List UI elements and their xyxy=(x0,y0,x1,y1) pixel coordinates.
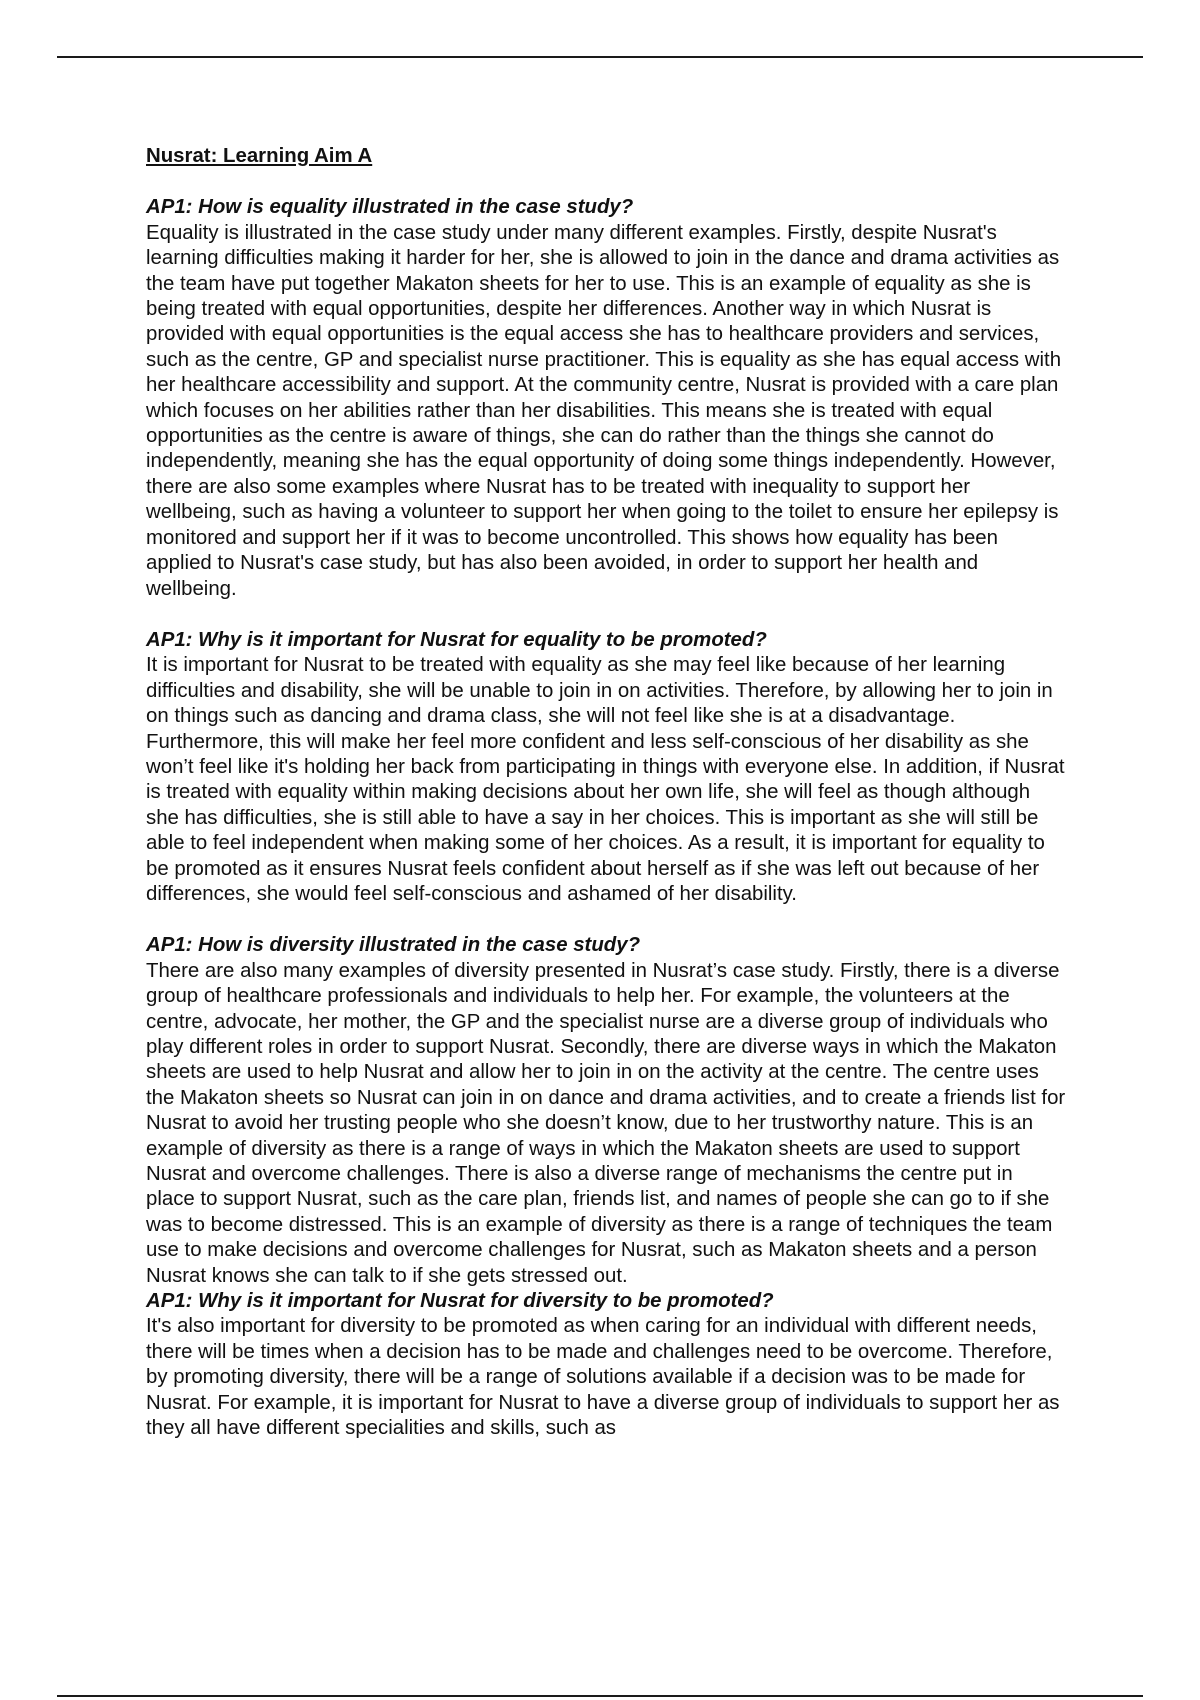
document-title: Nusrat: Learning Aim A xyxy=(146,145,373,167)
section-answer: It is important for Nusrat to be treated with equality as she may feel like because of her learning difficulties and disability, she will be unable to join in on activities. Therefore, by allowing her to join in on things such as dancing and drama class, she will not feel like she is at a disadvantage. Furthermore, this will make her feel more confident and less self-conscious of her disability as she won’t feel like it's holding her back from participating in things with everyone else. In addition, if Nusrat is treated with equality within making decisions about her own life, she will feel as though although she has difficulties, she is still able to have a say in her choices. This is important as she will still be able to feel independent when making some of her choices. As a result, it is important for equality to be promoted as it ensures Nusrat feels confident about herself as if she was left out because of her differences, she would feel self-conscious and ashamed of her disability. xyxy=(146,654,1065,905)
section-question: AP1: How is equality illustrated in the case study? xyxy=(146,196,634,219)
bottom-rule xyxy=(57,1695,1143,1697)
document-body xyxy=(146,144,1066,1442)
section-question: AP1: How is diversity illustrated in the case study? xyxy=(146,934,641,957)
section-answer: Equality is illustrated in the case study under many different examples. Firstly, despite Nusrat's learning difficulties making it harder for her, she is allowed to join in the dance and drama activities as the team have put together Makaton sheets for her to use. This is an example of equality as she is being treated with equal opportunities, despite her differences. Another way in which Nusrat is provided with equal opportunities is the equal access she has to healthcare providers and services, such as the centre, GP and specialist nurse practitioner. This is equality as she has equal access with her healthcare accessibility and support. At the community centre, Nusrat is provided with a care plan which focuses on her abilities rather than her disabilities. This means she is treated with equal opportunities as the centre is aware of things, she can do rather than the things she cannot do independently, meaning she has the equal opportunity of doing some things independently. However, there are also some examples where Nusrat has to be treated with inequality to support her wellbeing, such as having a volunteer to support her when going to the toilet to ensure her epilepsy is monitored and support her if it was to become uncontrolled. This shows how equality has been applied to Nusrat's case study, but has also been avoided, in order to support her health and wellbeing. xyxy=(146,221,1062,600)
section-question: AP1: Why is it important for Nusrat for diversity to be promoted? xyxy=(146,1290,774,1313)
section-diversity-illustrated xyxy=(146,933,1066,1289)
section-equality-importance xyxy=(146,628,1066,907)
section-answer: There are also many examples of diversity presented in Nusrat’s case study. Firstly, there is a diverse group of healthcare professionals and individuals to help her. For example, the volunteers at the centre, advocate, her mother, the GP and the specialist nurse are a diverse group of individuals who play different roles in order to support Nusrat. Secondly, there are diverse ways in which the Makaton sheets are used to help Nusrat and allow her to join in on the activity at the centre. The centre uses the Makaton sheets so Nusrat can join in on dance and drama activities, and to create a friends list for Nusrat to avoid her trusting people who she doesn’t know, due to her trustworthy nature. This is an example of diversity as there is a range of ways in which the Makaton sheets are used to support Nusrat and overcome challenges. There is also a diverse range of mechanisms the centre put in place to support Nusrat, such as the care plan, friends list, and names of people she can go to if she was to become distressed. This is an example of diversity as there is a range of techniques the team use to make decisions and overcome challenges for Nusrat, such as Makaton sheets and a person Nusrat knows she can talk to if she gets stressed out. xyxy=(146,959,1066,1287)
section-answer: It's also important for diversity to be promoted as when caring for an individual with different needs, there will be times when a decision has to be made and challenges need to be overcome. Therefore, by promoting diversity, there will be a range of solutions available if a decision was to be made for Nusrat. For example, it is important for Nusrat to have a diverse group of individuals to support her as they all have different specialities and skills, such as xyxy=(146,1315,1060,1440)
section-question: AP1: Why is it important for Nusrat for equality to be promoted? xyxy=(146,628,767,651)
section-diversity-importance xyxy=(146,1289,1066,1441)
top-rule xyxy=(57,56,1143,58)
section-equality-illustrated xyxy=(146,195,1066,602)
